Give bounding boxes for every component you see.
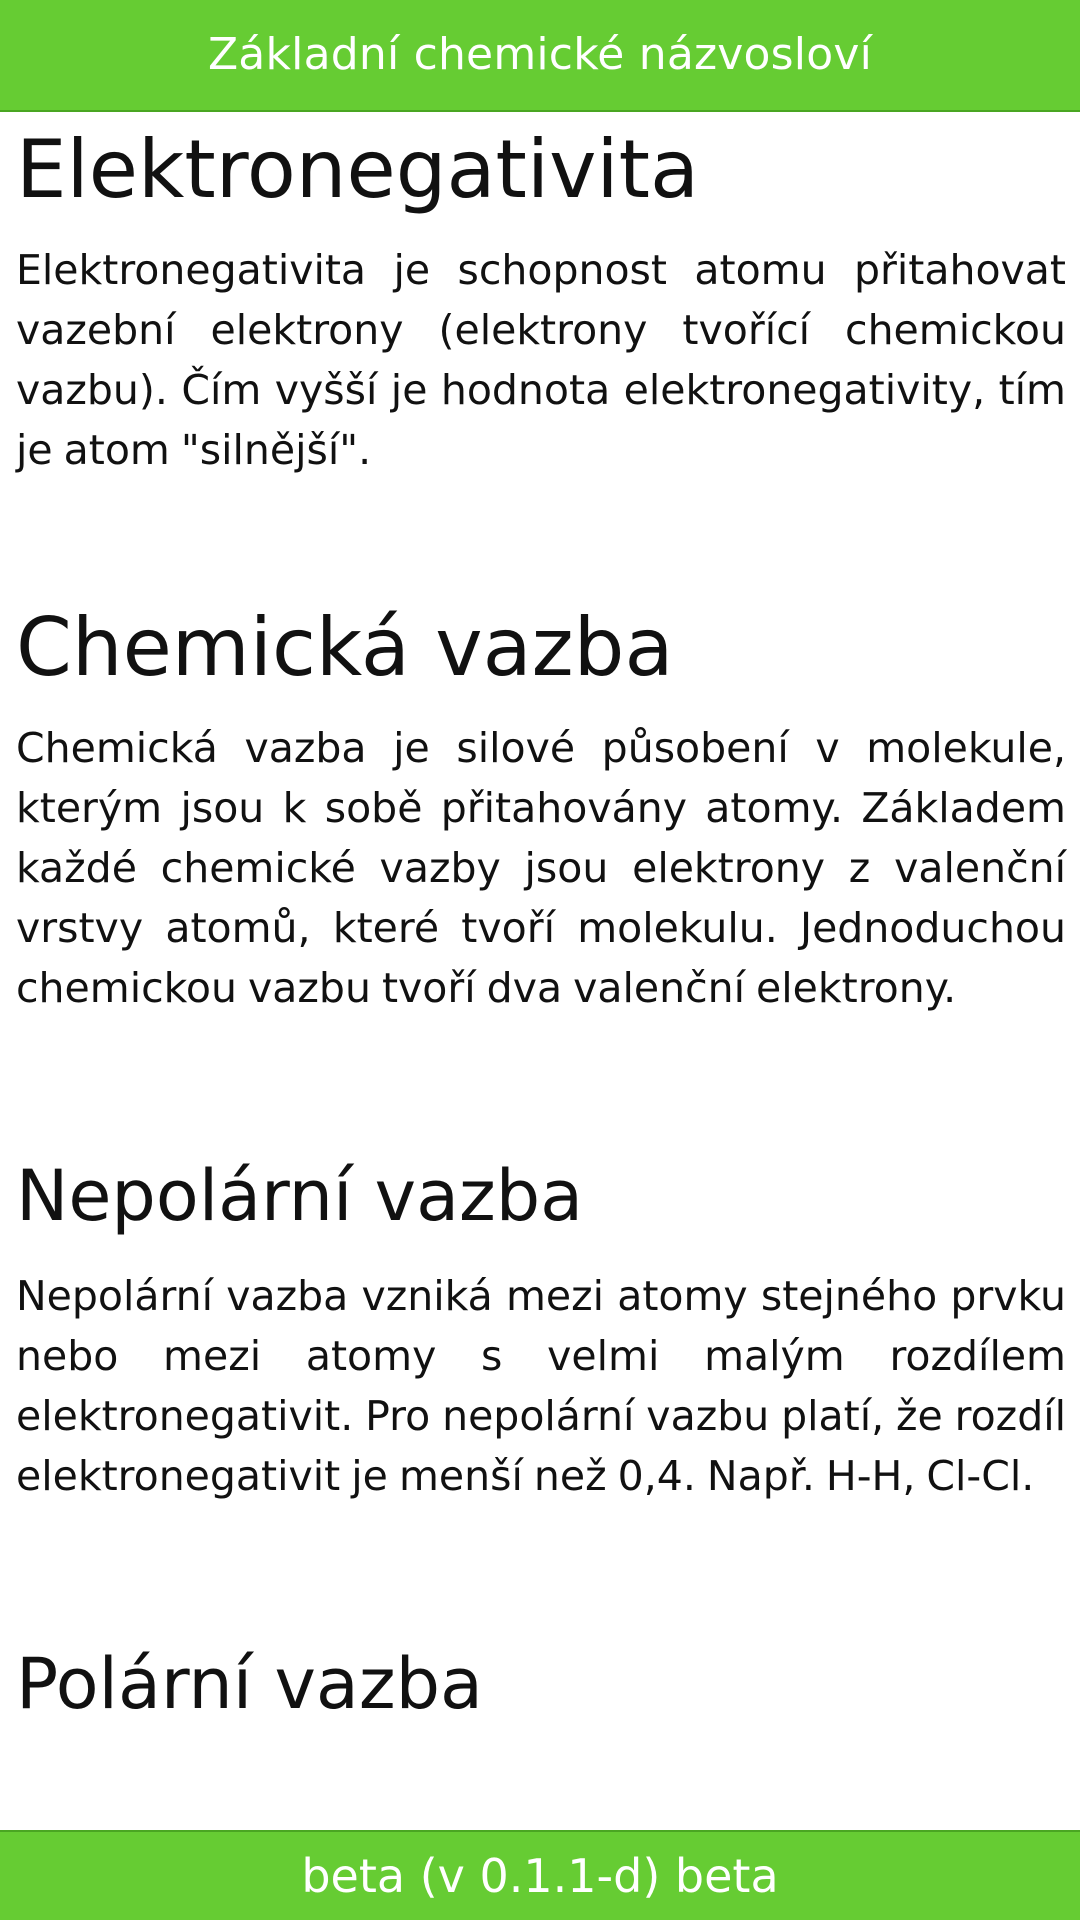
section-elektronegativita xyxy=(16,122,1066,480)
section-title: Nepolární vazba xyxy=(16,1155,584,1237)
app-bar xyxy=(0,0,1080,112)
section-polarni-vazba xyxy=(16,1636,1066,1732)
section-title: Elektronegativita xyxy=(16,123,700,216)
section-text: Chemická vazba je silové působení v molekule, kterým jsou k sobě přitahovány atomy. Základem každé chemické vazby jsou elektrony z valenční vrstvy atomů, které tvoří molekulu. Jednoduchou chemickou vazbu tvoří dva valenční elektrony. xyxy=(16,724,1066,1012)
section-text: Nepolární vazba vzniká mezi atomy stejného prvku nebo mezi atomy s velmi malým rozdílem elektronegativit. Pro nepolární vazbu platí, že rozdíl elektronegativit je menší než 0,4. Např. H-H, Cl-Cl. xyxy=(16,1272,1066,1500)
content-inner xyxy=(0,112,1080,1732)
section-spacer xyxy=(16,480,1066,600)
section-spacer xyxy=(16,1018,1066,1148)
section-title: Chemická vazba xyxy=(16,601,674,694)
version-label: beta (v 0.1.1-d) beta xyxy=(301,1849,779,1903)
section-text: Elektronegativita je schopnost atomu přitahovat vazební elektrony (elektrony tvořící chemickou vazbu). Čím vyšší je hodnota elektronegativity, tím je atom "silnější". xyxy=(16,246,1066,474)
app-title: Základní chemické názvosloví xyxy=(207,29,873,80)
section-chemicka-vazba xyxy=(16,600,1066,1018)
content-scroll-area[interactable] xyxy=(0,112,1080,1830)
section-nepolarni-vazba xyxy=(16,1148,1066,1506)
section-title: Polární vazba xyxy=(16,1643,483,1725)
footer-bar xyxy=(0,1830,1080,1920)
section-spacer xyxy=(16,1506,1066,1636)
